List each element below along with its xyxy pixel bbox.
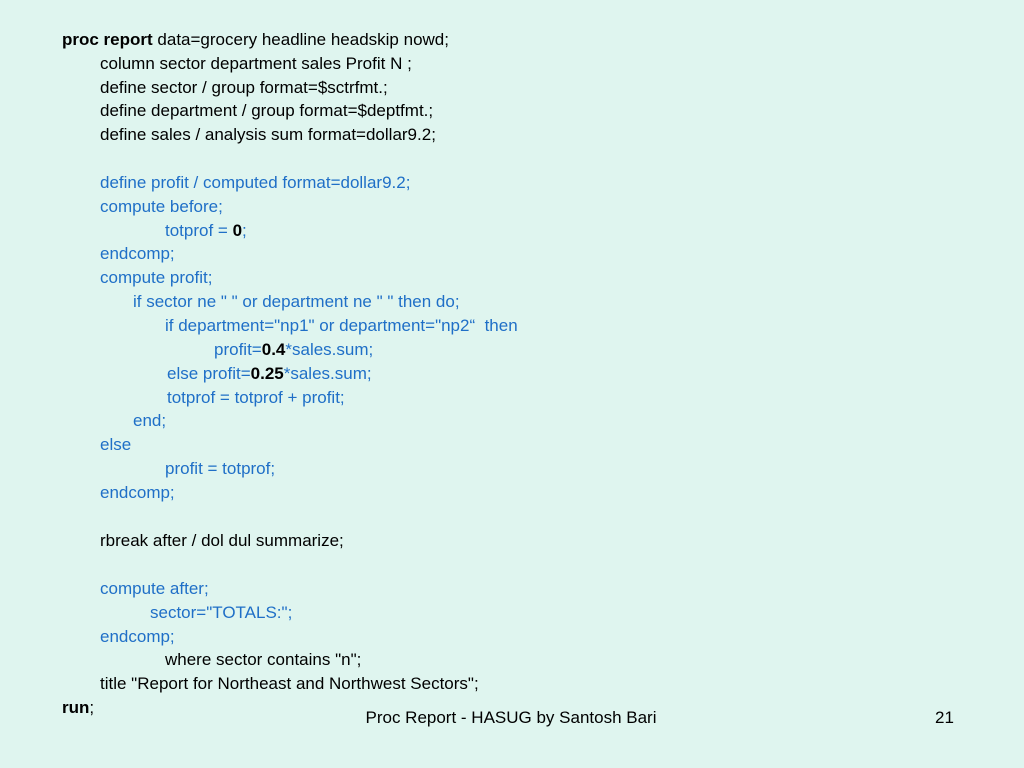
- code-line-rbreak: rbreak after / dol dul summarize;: [100, 531, 344, 550]
- code-line-else-profit: else profit=0.25*sales.sum;: [167, 364, 372, 383]
- code-line-compute-before: compute before;: [100, 197, 223, 216]
- footer-title: Proc Report - HASUG by Santosh Bari: [365, 708, 657, 727]
- code-line-profit-totprof: profit = totprof;: [165, 459, 276, 478]
- code-line-proc-report: [62, 30, 449, 50]
- keyword-run: run: [62, 698, 90, 717]
- code-line-define-sector: define sector / group format=$sctrfmt.;: [100, 78, 388, 97]
- proc-report-options: data=grocery headline headskip nowd;: [152, 30, 449, 49]
- code-line-totprof-init: totprof = 0;: [165, 221, 247, 240]
- code-line-if-sector: if sector ne " " or department ne " " then do;: [133, 292, 460, 311]
- code-line-if-department: if department="np1" or department="np2“ then: [165, 316, 518, 335]
- code-line-run: run;: [62, 698, 95, 717]
- code-line-define-department: define department / group format=$deptfmt.;: [100, 101, 434, 120]
- code-line-totprof-sum: totprof = totprof + profit;: [167, 388, 345, 407]
- code-line-title: title "Report for Northeast and Northwest Sectors";: [100, 674, 479, 693]
- slide-number: 21: [935, 708, 954, 727]
- code-line-sector-totals: sector="TOTALS:";: [150, 603, 293, 622]
- code-line-end: end;: [133, 411, 167, 430]
- code-line-profit-04: profit=0.4*sales.sum;: [214, 340, 374, 359]
- code-line-endcomp-1: endcomp;: [100, 244, 175, 263]
- code-line-column: column sector department sales Profit N ;: [100, 54, 412, 73]
- keyword-proc-report: proc report: [62, 30, 153, 49]
- code-line-endcomp-3: endcomp;: [100, 627, 175, 646]
- code-line-else: else: [100, 435, 132, 454]
- code-line-define-profit: define profit / computed format=dollar9.2;: [100, 173, 411, 192]
- code-line-compute-after: compute after;: [100, 579, 209, 598]
- code-line-where: where sector contains "n";: [165, 650, 362, 669]
- code-line-define-sales: define sales / analysis sum format=dollar9.2;: [100, 125, 436, 144]
- code-line-compute-profit: compute profit;: [100, 268, 213, 287]
- code-line-endcomp-2: endcomp;: [100, 483, 175, 502]
